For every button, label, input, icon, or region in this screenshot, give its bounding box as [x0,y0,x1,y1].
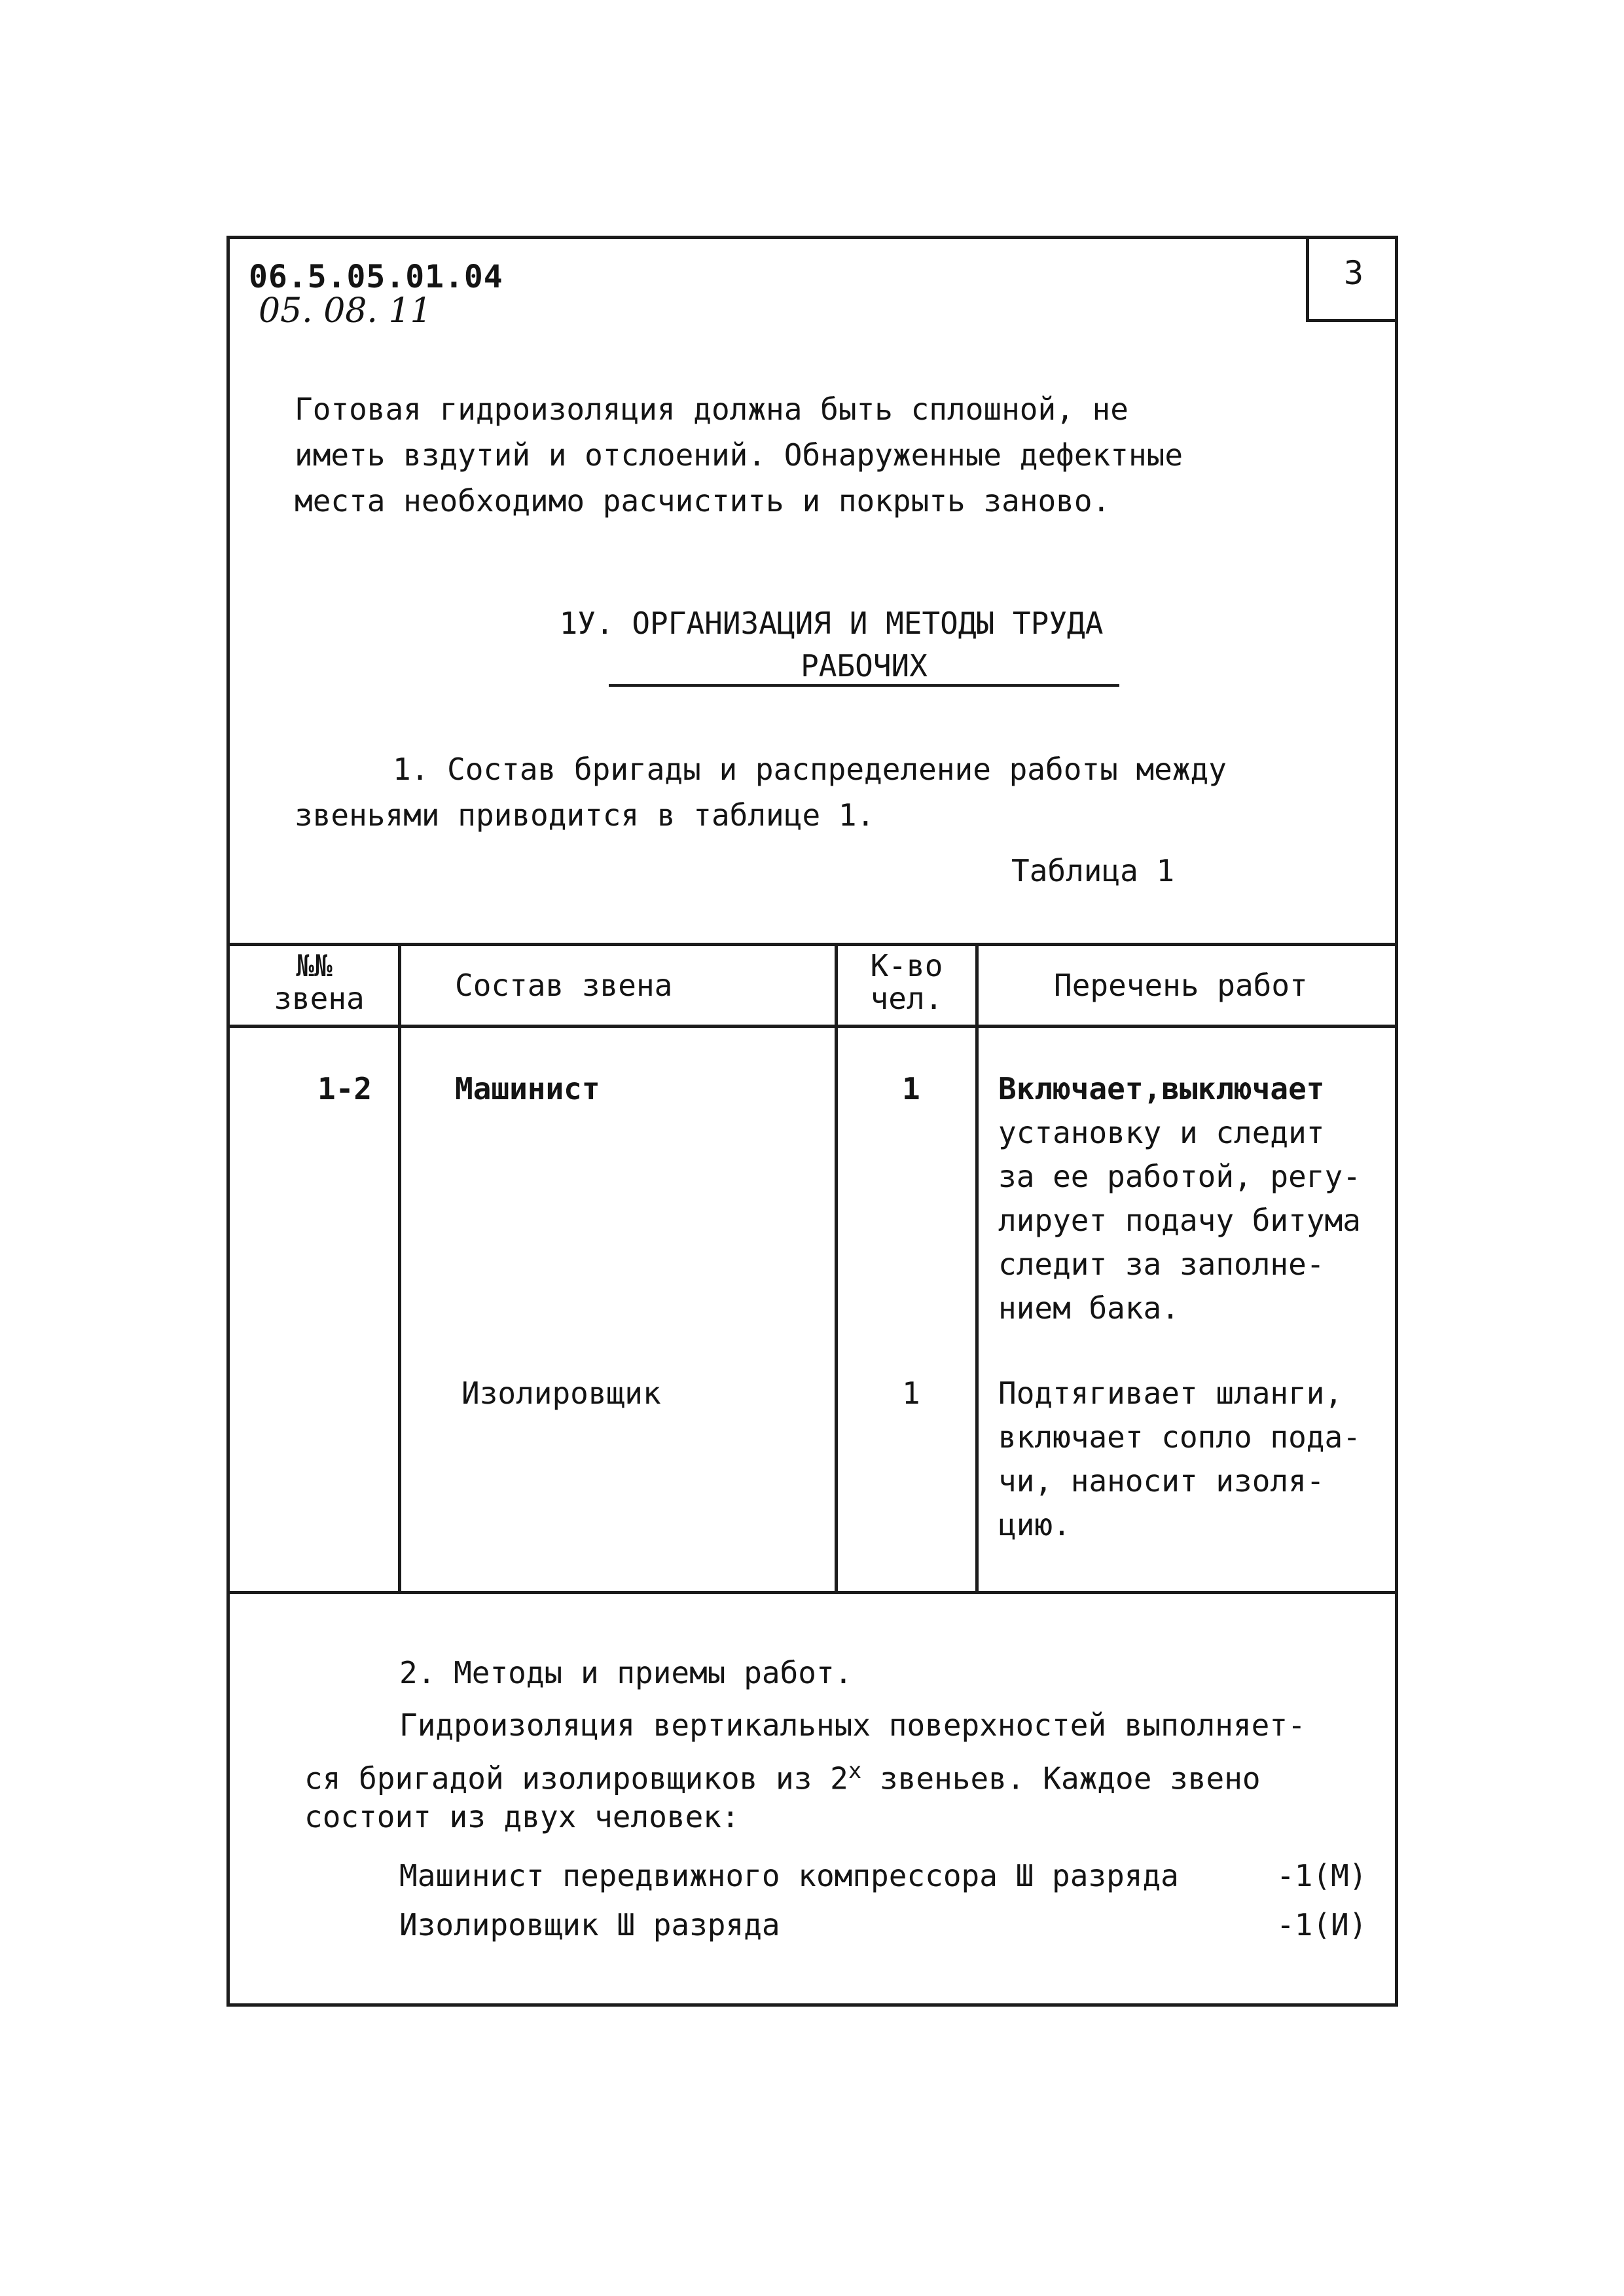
table-top-border [226,943,1398,946]
row1-works-line-6: нием бака. [998,1290,1180,1326]
member-1-role: Машинист передвижного компрессора Ш разряда [399,1858,1179,1893]
row2-works-line-2: включает сопло пода- [998,1419,1361,1455]
heading-underline [609,684,1119,687]
member-1-count: -1(М) [1276,1858,1367,1893]
row1-works-line-1: Включает,выключает [998,1071,1325,1106]
table-caption: Таблица 1 [1011,853,1175,888]
header-num-line-1: №№ [296,948,333,983]
row1-works-line-5: следит за заполне- [998,1247,1325,1282]
table-col-divider-1 [398,943,401,1594]
header-composition: Состав звена [455,968,673,1003]
item2-title: 2. Методы и приемы работ. [399,1655,853,1690]
table-header-border [226,1025,1398,1028]
row2-composition: Изолировщик [461,1376,661,1411]
item1-line-1: 1. Состав бригады и распределение работы между [393,752,1227,787]
row2-works-line-3: чи, наносит изоля- [998,1463,1325,1499]
row2-count: 1 [902,1376,920,1411]
item1-line-2: звеньями приводится в таблице 1. [295,797,875,833]
intro-line-3: места необходимо расчистить и покрыть заново. [295,483,1111,519]
row1-num: 1-2 [317,1071,372,1106]
item2-para-line-2: ся бригадой изолировщиков из $2^х$ звеньев. Каждое звено [304,1758,1261,1796]
row1-works-line-3: за ее работой, регу- [998,1159,1361,1194]
document-code: 06.5.05.01.04 [249,259,503,295]
handwritten-date: 05. 08. 11 [259,291,432,331]
section-heading-line-1: 1У. ОРГАНИЗАЦИЯ И МЕТОДЫ ТРУДА [559,606,1104,641]
table-bottom-border [226,1591,1398,1594]
item2-para-line-3: состоит из двух человек: [304,1799,740,1834]
section-heading-line-2: РАБОЧИХ [801,648,928,683]
header-num-line-2: звена [274,981,365,1016]
row1-works-line-2: установку и следит [998,1115,1325,1150]
intro-line-1: Готовая гидроизоляция должна быть сплошной, не [295,392,1128,427]
header-count-line-1: К-во [870,948,943,983]
header-count-line-2: чел. [870,981,943,1016]
member-2-count: -1(И) [1276,1907,1367,1942]
header-works: Перечень работ [1054,968,1308,1003]
row2-works-line-1: Подтягивает шланги, [998,1376,1343,1411]
table-col-divider-3 [975,943,979,1594]
row1-count: 1 [902,1071,920,1106]
row2-works-line-4: цию. [998,1507,1071,1542]
table-col-divider-2 [835,943,838,1594]
intro-line-2: иметь вздутий и отслоений. Обнаруженные дефектные [295,437,1183,473]
row1-composition: Машинист [455,1071,600,1106]
page-number: 3 [1343,254,1364,292]
superscript-x: х [848,1758,862,1784]
item2-para-line-1: Гидроизоляция вертикальных поверхностей выполняет- [399,1707,1306,1743]
member-2-role: Изолировщик Ш разряда [399,1907,780,1942]
page-number-box [1306,236,1398,322]
row1-works-line-4: лирует подачу битума [998,1203,1361,1238]
